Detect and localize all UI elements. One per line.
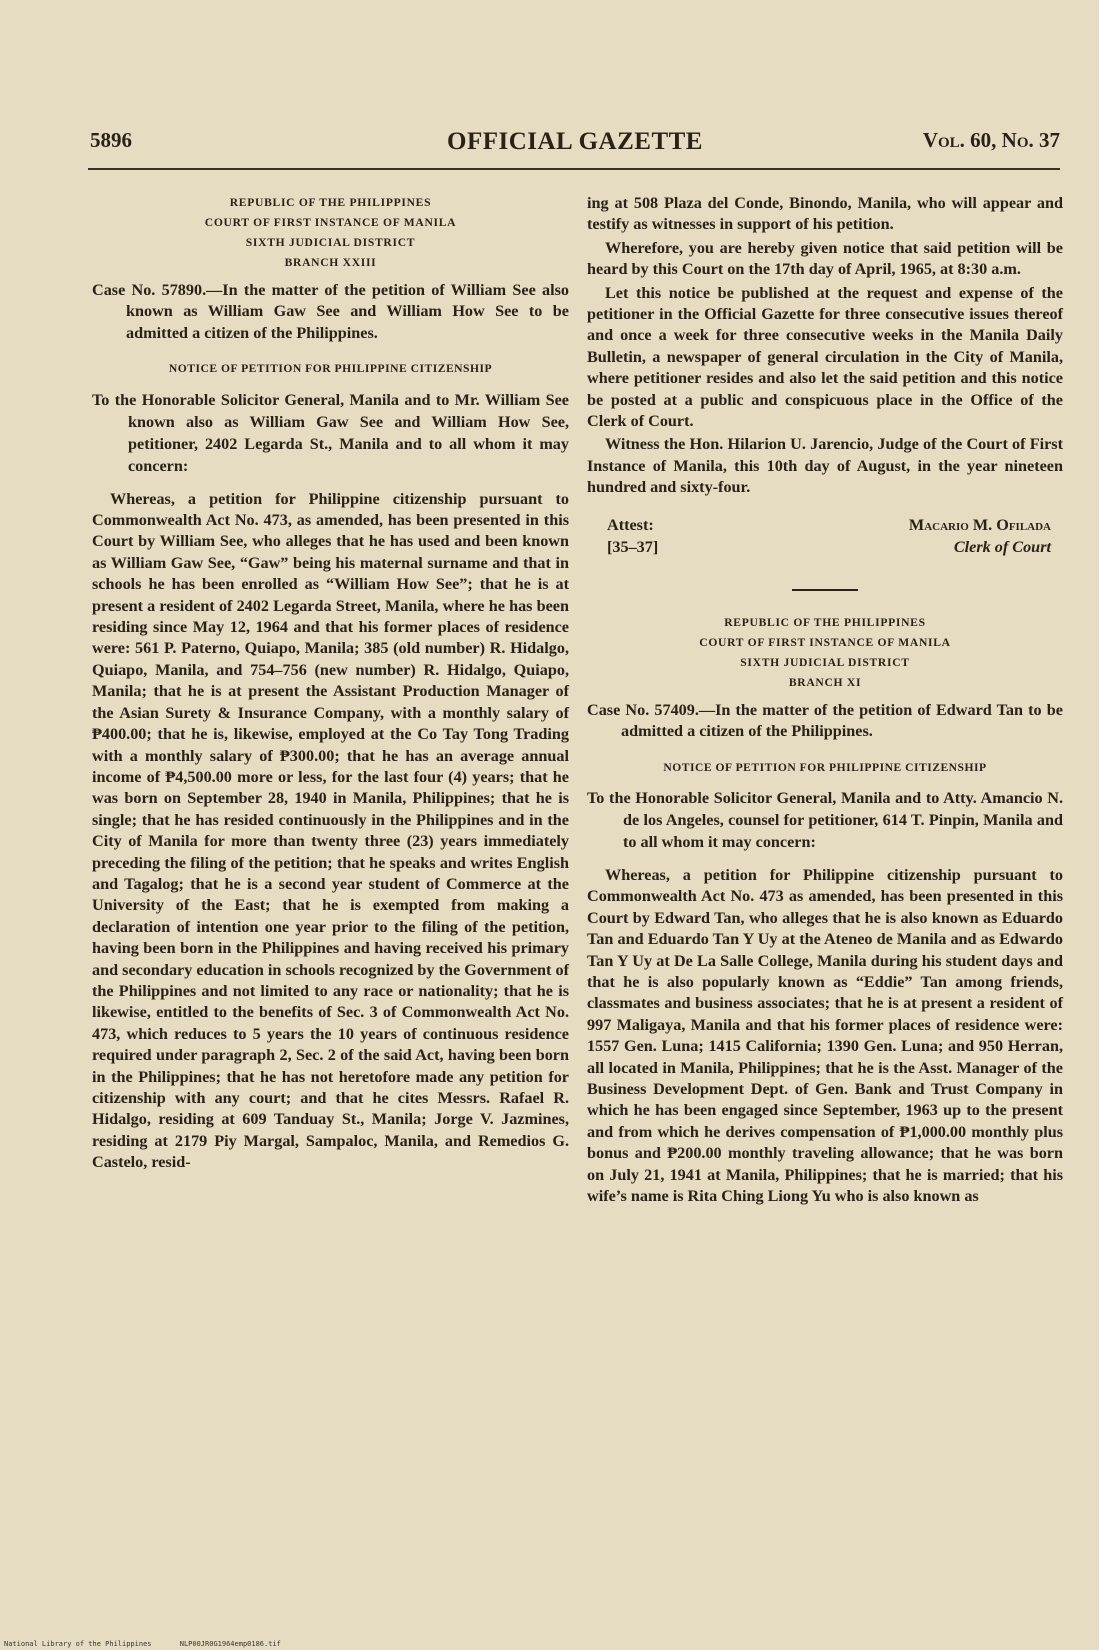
section-divider [792,589,858,591]
scan-footer [4,1640,305,1648]
wherefore-paragraph: Wherefore, you are hereby given notice that said petition will be heard by this Court on the 17th day of April, 1965, at 8:30 a.m. [587,238,1063,279]
attestation [587,515,1063,563]
journal-title: OFFICIAL GAZETTE [447,128,703,155]
page-header [90,128,1060,168]
court-heading: REPUBLIC OF THE PHILIPPINES [229,196,432,209]
court-heading: SIXTH JUDICIAL DISTRICT [740,655,910,669]
court-heading: REPUBLIC OF THE PHILIPPINES [724,615,926,629]
court-heading: BRANCH XXIII [284,256,377,269]
addressee: To the Honorable Solicitor General, Manila and to Mr. William See known also as William Gaw See and William How See, petitioner, 2402 Legarda St., Manila and to all whom it may concern: [92,390,569,475]
addressee: To the Honorable Solicitor General, Manila and to Atty. Amancio N. de los Angeles, counsel for petitioner, 614 T. Pinpin, Manila and to all whom it may concern: [587,788,1063,851]
volume-number: Vol. 60, No. 37 [922,128,1060,152]
whereas-paragraph: Whereas, a petition for Philippine citizenship pursuant to Commonwealth Act No. 473, as amended, has been presented in this Court by William See, who alleges that he has used and been known as William Gaw See, “Gaw” being his maternal surname and that in schools he has been enrolled as “William How See”; that he is at present a resident of 2402 Legarda Street, Manila, where he has been residing since May 12, 1964 and that his former places of residence were: 561 P. Paterno, Quiapo, Manila; 385 (old number) R. Hidalgo, Quiapo, Manila, and 754–756 (new number) R. Hidalgo, Quiapo, Manila; that he is at present the Assistant Production Manager of the Asian Surety & Insurance Company, with a monthly salary of ₱400.00; that he is, likewise, employed at the Co Tay Tong Trading with a monthly salary of ₱300.00; that he has an average annual income of ₱4,500.00 more or less, for the last four (4) years; that he was born on September 28, 1940 in Manila, Philippines; that he is single; that he has resided continuously in the Philippines and in the City of Manila for more than twenty three (23) years immediately preceding the filing of the petition; that he speaks and writes English and Tagalog; that he is a second year student of Commerce at the University of the East; that he is exempted from making a declaration of intention one year prior to the filing of the petition, having been born in the Philippines and having received his primary and secondary education in schools recognized by the Government of the Philippines and not limited to any race or nationality; that he is likewise, entitled to the benefits of Sec. 3 of Commonwealth Act No. 473, which reduces to 5 years the 10 years of continuous residence required under paragraph 2, Sec. 2 of the said Act, having been born in the Philippines; that he has not heretofore made any petition for citizenship with any court; and that he cites Messrs. Rafael R. Hidalgo, residing at 609 Tanduay St., Manila; Jorge V. Jazmines, residing at 2179 Piy Margal, Sampaloc, Manila, and Remedios G. Castelo, resid- [92,489,569,1172]
publication-paragraph: Let this notice be published at the request and expense of the petitioner in the Official Gazette for three consecutive issues thereof and once a week for three consecutive weeks in the Manila Daily Bulletin, a newspaper of general circulation in the City of Manila, where petitioner resides and also let the said petition and this notice be posted at a public and conspicuous place in the Office of the Clerk of Court. [587,283,1063,431]
right-column [587,193,1063,1207]
court-heading: BRANCH XI [788,675,862,689]
case-caption: Case No. 57409.—In the matter of the petition of Edward Tan to be admitted a citizen of the Philippines. [587,700,1063,741]
left-column [92,193,569,1174]
witness-paragraph: Witness the Hon. Hilarion U. Jarencio, Judge of the Court of First Instance of Manila, this 10th day of August, in the year nineteen hundred and sixty-four. [587,435,1063,497]
court-heading: COURT OF FIRST INSTANCE OF MANILA [204,216,457,229]
case-caption: Case No. 57890.—In the matter of the petition of William See also known as William Gaw See and William How See to be admitted a citizen of the Philippines. [92,281,569,342]
court-heading: SIXTH JUDICIAL DISTRICT [245,236,416,249]
signer-name: Macario M. Ofilada [908,515,1051,534]
attest-label: Attest: [607,515,654,534]
issue-reference: [35–37] [607,537,659,556]
continued-paragraph: ing at 508 Plaza del Conde, Binondo, Manila, who will appear and testify as witnesses in support of his petition. [587,194,1063,234]
signer-title: Clerk of Court [953,537,1051,556]
court-heading: COURT OF FIRST INSTANCE OF MANILA [699,635,951,649]
library-credit: National Library of the Philippines [4,1640,152,1648]
header-rule [88,168,1060,170]
notice-title: NOTICE OF PETITION FOR PHILIPPINE CITIZENSHIP [168,362,493,376]
page-number: 5896 [90,128,132,152]
notice-title: NOTICE OF PETITION FOR PHILIPPINE CITIZENSHIP [663,760,987,774]
whereas-paragraph: Whereas, a petition for Philippine citizenship pursuant to Commonwealth Act No. 473 as amended, has been presented in this Court by Edward Tan, who alleges that he is also known as Eduardo Tan and Eduardo Tan Y Uy at the Ateneo de Manila and as Edwardo Tan Y Uy at De La Salle College, Manila during his student days and that he is also popularly known as “Eddie” Tan among friends, classmates and business associates; that he is at present a resident of 997 Maligaya, Manila and that his former places of residence were: 1557 Gen. Luna; 1415 California; 1390 Gen. Luna; and 950 Herran, all located in Manila, Philippines; that he is the Asst. Manager of the Business Development Dept. of Gen. Bank and Trust Company in which he has been engaged since September, 1963 up to the present and from which he derives compensation of ₱1,000.00 monthly plus bonus and ₱200.00 monthly traveling allowance; that he was born on July 21, 1941 at Manila, Philippines; that he is married; that his wife’s name is Rita Ching Liong Yu who is also known as [587,865,1063,1205]
file-name: NLP00JR0G1964emp0186.tif [179,1640,281,1648]
